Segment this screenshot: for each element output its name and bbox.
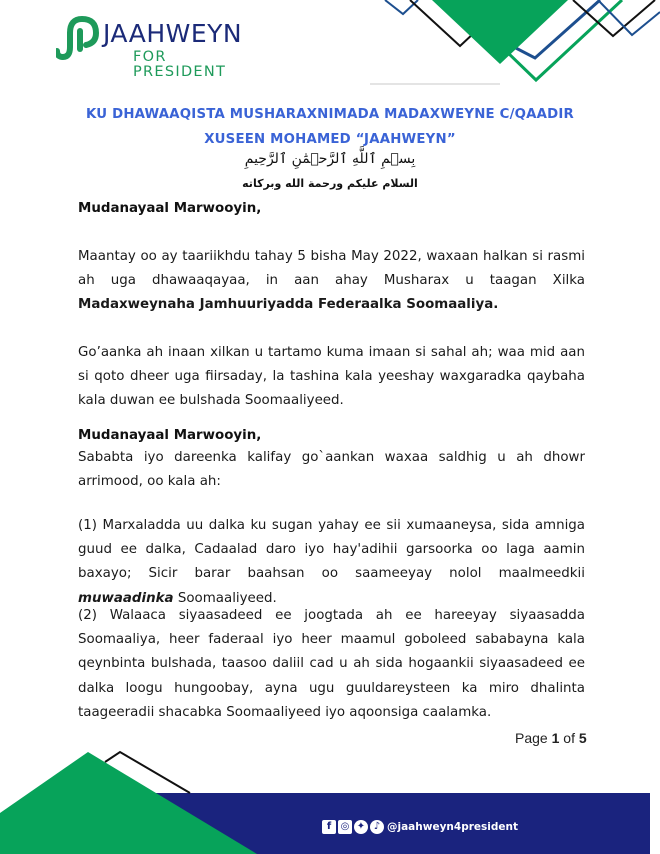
- paragraph-decision: Go’aanka ah inaan xilkan u tartamo kuma imaan si sahal ah; waa mid aan si qoto dheer uga fiirsaday, la tashina kala yeeshay waxgaradka qaybaha kala duwan ee bulshada Soomaaliyeed.: [78, 345, 585, 409]
- logo-name: JAAHWEYN: [103, 19, 243, 48]
- paragraph-emphasis: muwaadinka: [78, 590, 174, 606]
- paragraph-text: (1) Marxaladda uu dalka ku sugan yahay ee sii xumaaneysa, sida amniga guud ee dalka, Cadaalad daro iyo hay'adihii garsoorka oo laga aamin baxayo; Sicir barar baahsan oo saameeyay nolol maalmeedkii: [78, 518, 585, 582]
- document-title-line-2: XUSEEN MOHAMED “JAAHWEYN”: [204, 132, 456, 147]
- page-current: 1: [551, 730, 560, 746]
- page-label: Page: [515, 730, 548, 746]
- paragraph-reason-1: [78, 514, 585, 611]
- salutation: Mudanayaal Marwooyin,: [78, 201, 262, 216]
- tiktok-icon[interactable]: ♪: [370, 820, 384, 834]
- paragraph-reason-2: (2) Walaaca siyaasadeed ee joogtada ah ee hareeyay siyaasadda Soomaaliya, heer faderaal iyo heer maamul goboleed sababayna kala qeynbinta bulshada, taasoo daliil cad u ah sida hogaankii siyaasadeed ee dalka loogu hungoobay, ayna ugu guuldareysteen ka miro dhalinta taageeradii shacabka Soomaaliyeed iyo aqoonsiga caalamka.: [78, 608, 585, 720]
- document-title-line-1: KU DHAWAAQISTA MUSHARAXNIMADA MADAXWEYNE C/QAADIR: [85, 107, 574, 122]
- facebook-icon[interactable]: f: [322, 820, 336, 834]
- paragraph-text: Soomaaliyeed.: [173, 590, 277, 606]
- jaahweyn-logo: [56, 13, 256, 80]
- instagram-icon[interactable]: ◎: [338, 820, 352, 834]
- social-links: [322, 819, 518, 835]
- social-handle[interactable]: @jaahweyn4president: [387, 821, 518, 833]
- paragraph-bold-office: Madaxweynaha Jamhuuriyadda Federaalka Soomaaliya.: [78, 297, 499, 313]
- paragraph-reasons-intro: Sababta iyo dareenka kalifay go`aankan waxaa saldhig u ah dhowr arrimood, oo kala ah:: [78, 450, 585, 490]
- logo-tagline: FOR PRESIDENT: [133, 49, 227, 80]
- paragraph-announcement: [78, 245, 585, 318]
- basmala: بِسۡمِ ٱللَّهِ ٱلرَّحۡمَٰنِ ٱلرَّحِيمِ: [244, 151, 416, 167]
- logo-mark-icon: [56, 13, 102, 61]
- page-of: of: [563, 730, 575, 746]
- twitter-icon[interactable]: ✦: [354, 820, 368, 834]
- footer-decoration: [0, 740, 660, 854]
- paragraph-text: Maantay oo ay taariikhdu tahay 5 bisha May 2022, waxaan halkan si rasmi ah uga dhawaaqayaa, in aan ahay Musharax u taagan Xilka: [78, 249, 585, 289]
- arabic-greeting: السلام عليكم ورحمة الله وبركاته: [242, 177, 418, 190]
- salutation-second: Mudanayaal Marwooyin,: [78, 428, 262, 443]
- page-total: 5: [578, 730, 587, 746]
